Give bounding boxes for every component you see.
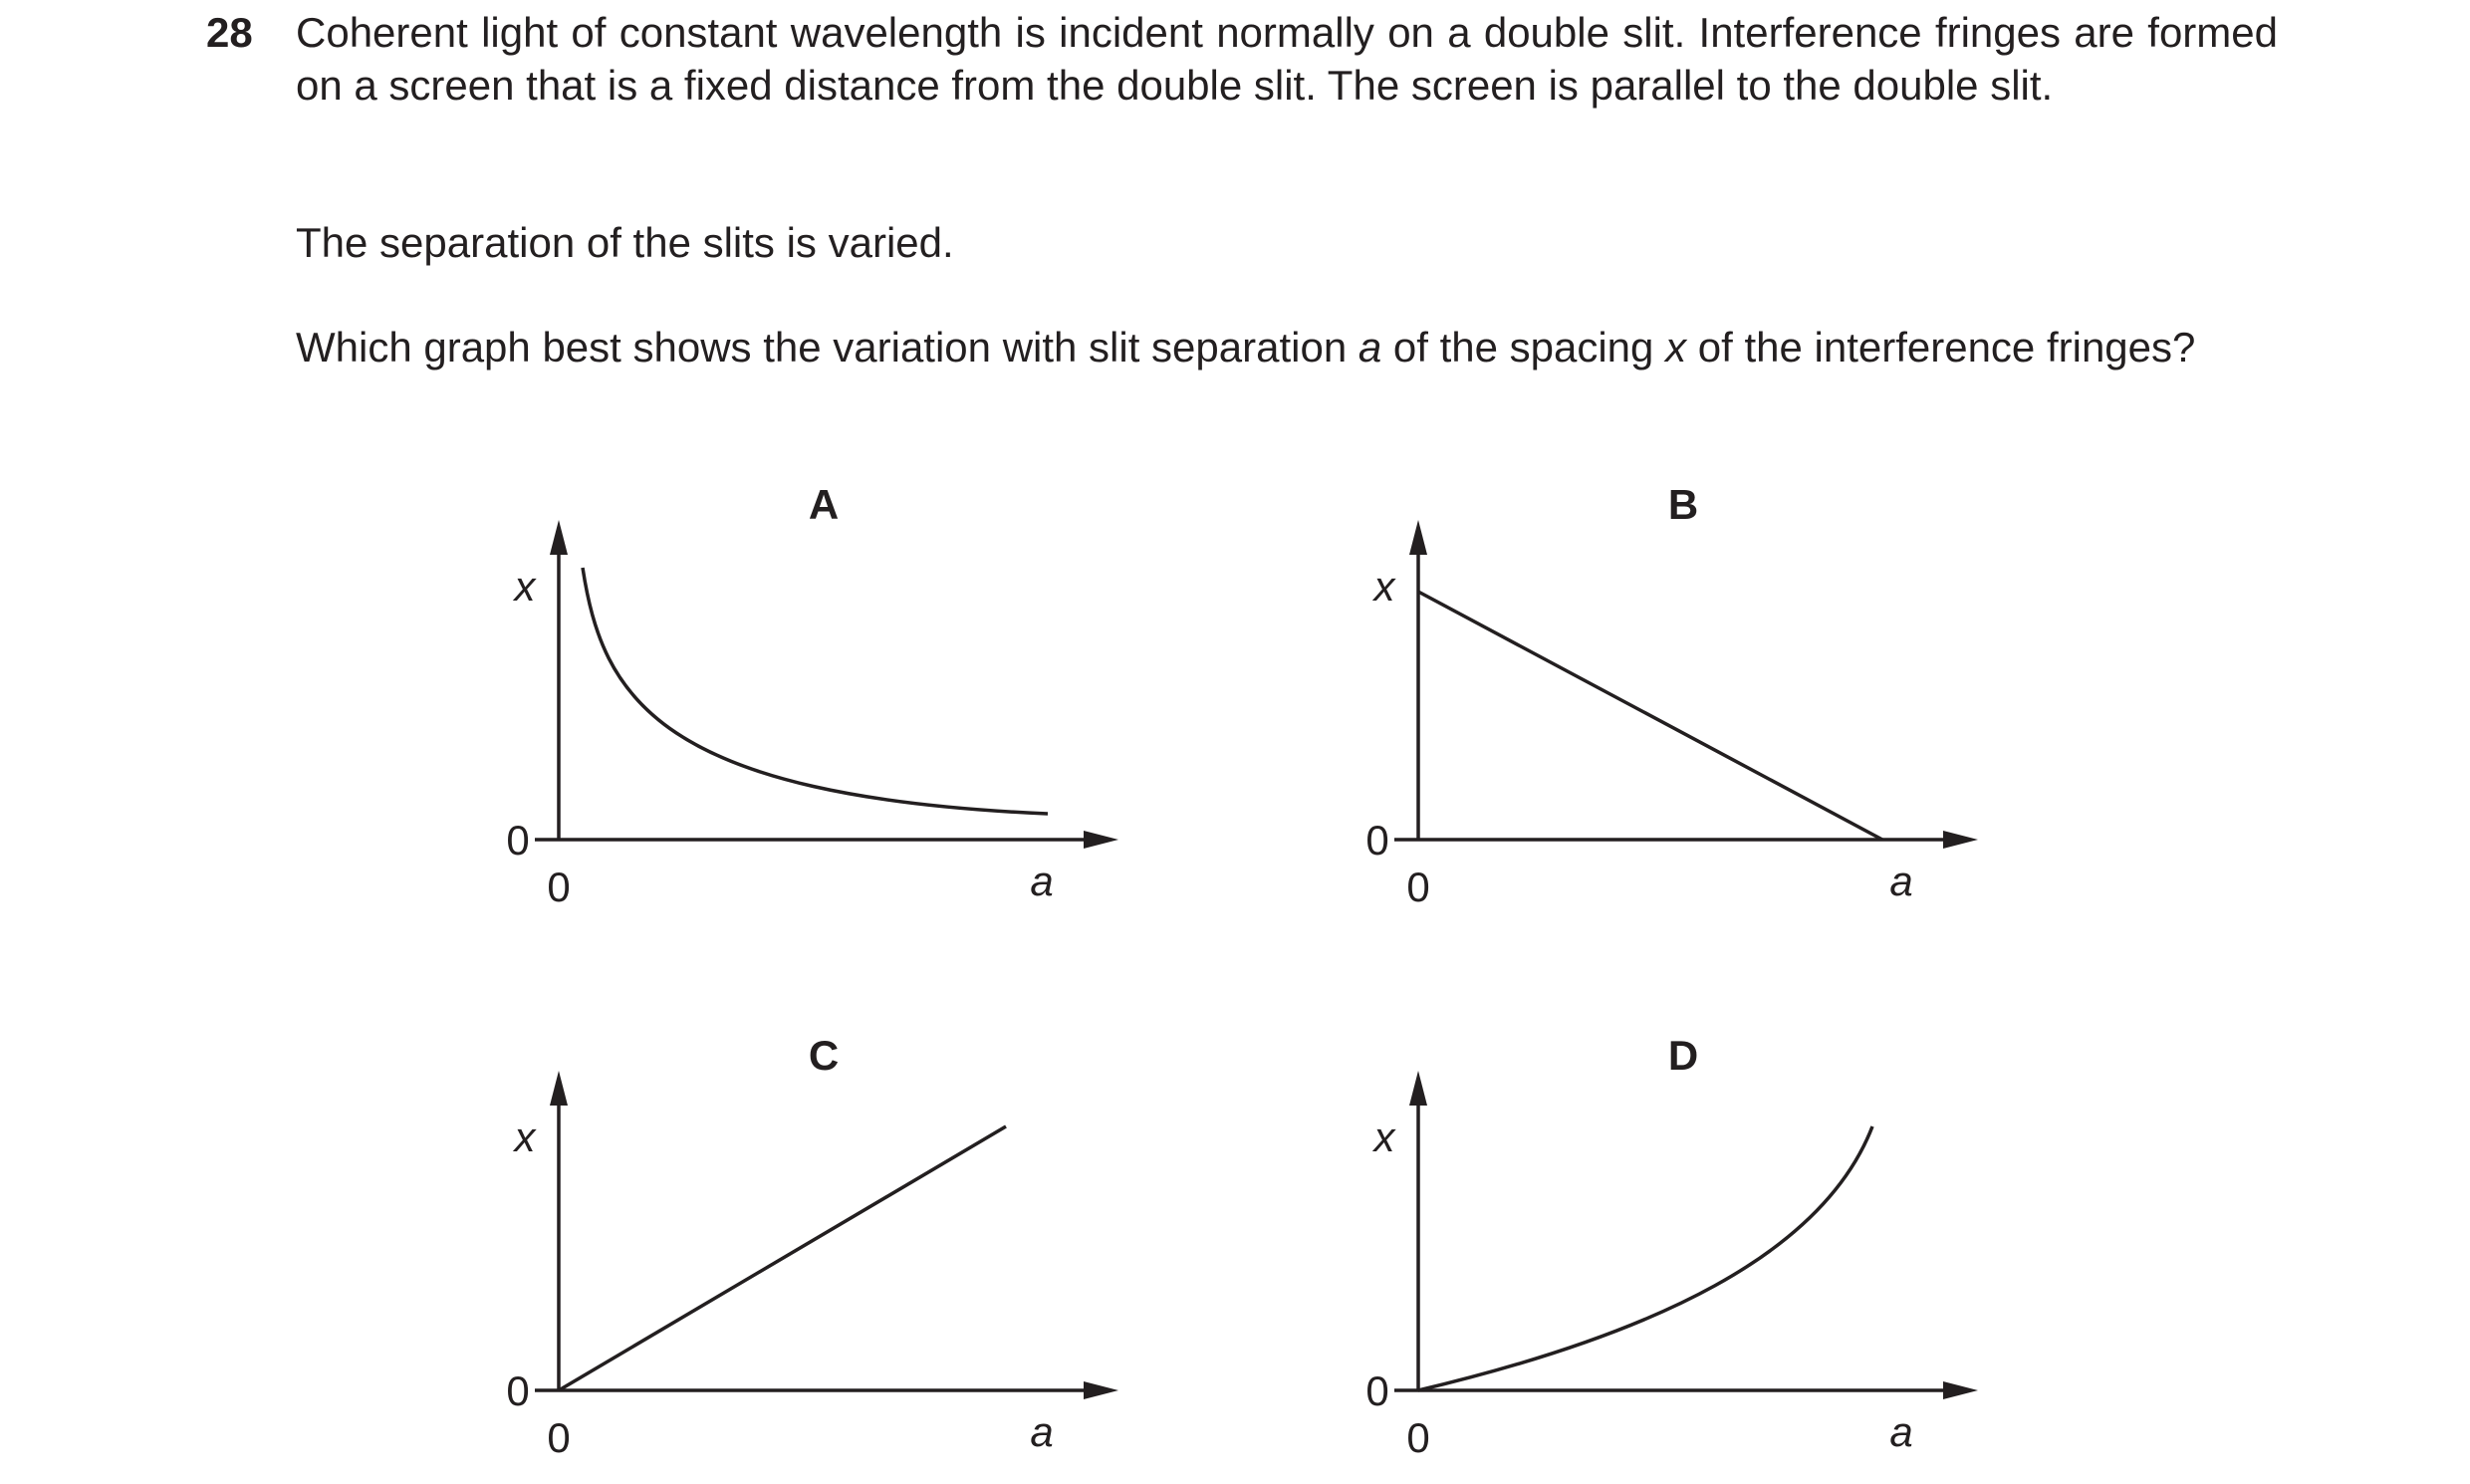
graph-b	[1365, 481, 1978, 910]
y-axis-arrow	[550, 1071, 568, 1106]
y-origin-label: 0	[506, 817, 530, 864]
y-axis-label: x	[1373, 563, 1395, 610]
y-axis-label: x	[1373, 1113, 1395, 1160]
x-axis-arrow	[1084, 1381, 1118, 1399]
graph-line	[559, 1126, 1006, 1390]
x-origin-label: 0	[547, 1414, 571, 1461]
x-axis-label: a	[1889, 858, 1913, 904]
graph-curve	[1418, 1126, 1872, 1390]
graph-c	[506, 1032, 1118, 1461]
graph-label: D	[1667, 1032, 1699, 1079]
y-origin-label: 0	[506, 1367, 530, 1414]
question-statement: The separation of the slits is varied.	[296, 219, 954, 266]
y-axis-arrow	[1409, 1071, 1427, 1106]
x-axis-label: a	[1030, 858, 1054, 904]
x-origin-label: 0	[1406, 864, 1430, 910]
y-axis-label: x	[514, 563, 536, 610]
x-origin-label: 0	[547, 864, 571, 910]
graph-label: C	[808, 1032, 840, 1079]
question-intro: Coherent light of constant wavelength is incident normally on a double slit. Interference fringes are formed on a screen that is a fixed distance from the double slit. The screen is parallel to the double slit.	[296, 9, 2278, 109]
x-origin-label: 0	[1406, 1414, 1430, 1461]
question-prompt: Which graph best shows the variation with slit separation a of the spacing x of the interference fringes?	[296, 324, 2196, 371]
y-origin-label: 0	[1365, 1367, 1389, 1414]
x-axis-arrow	[1943, 1381, 1978, 1399]
graph-curve	[583, 568, 1048, 814]
graph-label: A	[808, 481, 840, 528]
graph-a	[506, 481, 1118, 910]
graph-line	[1418, 592, 1882, 840]
y-axis-arrow	[550, 520, 568, 555]
graph-d	[1365, 1032, 1978, 1461]
x-axis-arrow	[1084, 831, 1118, 849]
y-axis-label: x	[514, 1113, 536, 1160]
x-axis-arrow	[1943, 831, 1978, 849]
question-number: 28	[206, 9, 253, 56]
x-axis-label: a	[1889, 1408, 1913, 1455]
graph-label: B	[1667, 481, 1699, 528]
y-axis-arrow	[1409, 520, 1427, 555]
y-origin-label: 0	[1365, 817, 1389, 864]
x-axis-label: a	[1030, 1408, 1054, 1455]
